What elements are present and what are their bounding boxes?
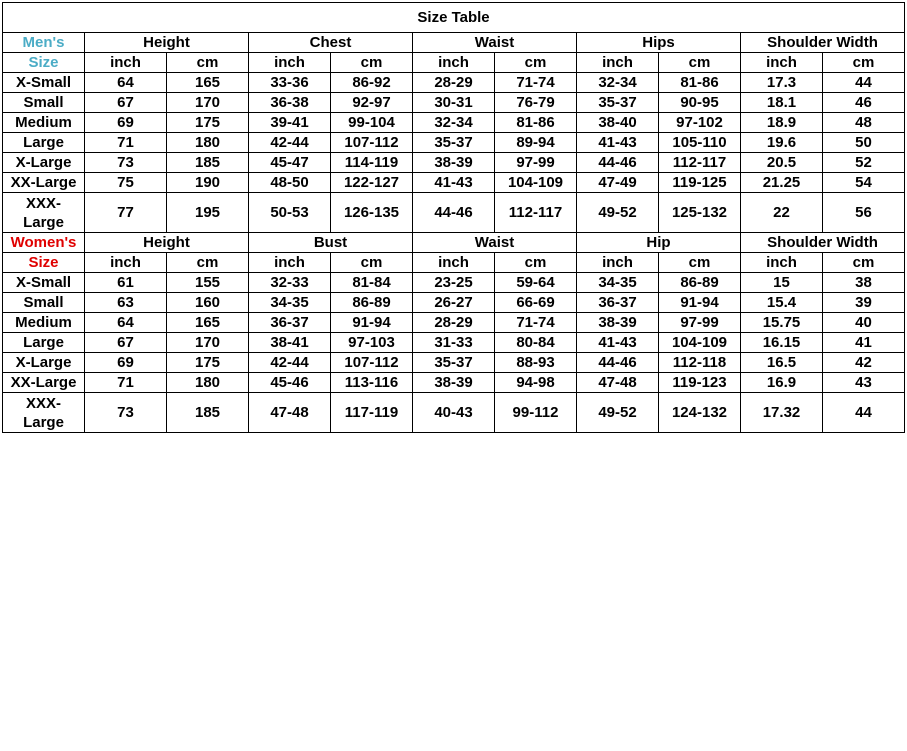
women-group-header: Shoulder Width [741, 233, 905, 253]
women-value-cell: 180 [167, 373, 249, 393]
men-value-cell: 89-94 [495, 133, 577, 153]
men-value-cell: 35-37 [577, 93, 659, 113]
women-value-cell: 86-89 [659, 273, 741, 293]
men-value-cell: 90-95 [659, 93, 741, 113]
men-value-cell: 81-86 [659, 73, 741, 93]
women-value-cell: 170 [167, 333, 249, 353]
women-size-label-bottom: Size [3, 253, 85, 273]
men-unit-header: cm [331, 53, 413, 73]
women-value-cell: 40-43 [413, 393, 495, 433]
women-unit-header: cm [167, 253, 249, 273]
women-value-cell: 155 [167, 273, 249, 293]
men-unit-header: inch [249, 53, 331, 73]
men-value-cell: 77 [85, 193, 167, 233]
women-value-cell: 15.75 [741, 313, 823, 333]
women-value-cell: 15 [741, 273, 823, 293]
men-value-cell: 180 [167, 133, 249, 153]
men-value-cell: 81-86 [495, 113, 577, 133]
men-value-cell: 69 [85, 113, 167, 133]
women-value-cell: 97-99 [659, 313, 741, 333]
men-value-cell: 73 [85, 153, 167, 173]
men-group-header: Hips [577, 33, 741, 53]
women-table-row [3, 273, 905, 293]
women-value-cell: 69 [85, 353, 167, 373]
women-value-cell: 104-109 [659, 333, 741, 353]
women-size-cell: Small [3, 293, 85, 313]
men-value-cell: 112-117 [659, 153, 741, 173]
men-value-cell: 92-97 [331, 93, 413, 113]
women-table-row [3, 313, 905, 333]
size-label-line: Large [23, 413, 64, 431]
men-value-cell: 21.25 [741, 173, 823, 193]
women-value-cell: 86-89 [331, 293, 413, 313]
men-value-cell: 41-43 [577, 133, 659, 153]
women-value-cell: 61 [85, 273, 167, 293]
men-value-cell: 64 [85, 73, 167, 93]
women-value-cell: 16.9 [741, 373, 823, 393]
men-table-row [3, 193, 905, 233]
men-value-cell: 185 [167, 153, 249, 173]
women-value-cell: 160 [167, 293, 249, 313]
women-value-cell: 43 [823, 373, 905, 393]
men-value-cell: 35-37 [413, 133, 495, 153]
men-value-cell: 33-36 [249, 73, 331, 93]
women-group-header: Bust [249, 233, 413, 253]
men-size-cell: Medium [3, 113, 85, 133]
women-table-row [3, 373, 905, 393]
women-value-cell: 17.32 [741, 393, 823, 433]
men-size-label-bottom: Size [3, 53, 85, 73]
men-value-cell: 44 [823, 73, 905, 93]
women-value-cell: 31-33 [413, 333, 495, 353]
men-value-cell: 38-39 [413, 153, 495, 173]
women-value-cell: 26-27 [413, 293, 495, 313]
men-value-cell: 44-46 [413, 193, 495, 233]
men-value-cell: 165 [167, 73, 249, 93]
women-value-cell: 16.15 [741, 333, 823, 353]
men-value-cell: 45-47 [249, 153, 331, 173]
men-unit-header-row [3, 53, 905, 73]
women-value-cell: 36-37 [249, 313, 331, 333]
men-value-cell: 125-132 [659, 193, 741, 233]
men-value-cell: 32-34 [413, 113, 495, 133]
women-value-cell: 97-103 [331, 333, 413, 353]
men-value-cell: 122-127 [331, 173, 413, 193]
women-unit-header: inch [413, 253, 495, 273]
women-value-cell: 36-37 [577, 293, 659, 313]
men-value-cell: 20.5 [741, 153, 823, 173]
men-group-header-row [3, 33, 905, 53]
women-value-cell: 38-41 [249, 333, 331, 353]
women-value-cell: 64 [85, 313, 167, 333]
women-value-cell: 119-123 [659, 373, 741, 393]
women-table-row [3, 293, 905, 313]
women-value-cell: 47-48 [249, 393, 331, 433]
women-group-header: Waist [413, 233, 577, 253]
women-value-cell: 42-44 [249, 353, 331, 373]
women-value-cell: 185 [167, 393, 249, 433]
women-unit-header: cm [823, 253, 905, 273]
women-value-cell: 124-132 [659, 393, 741, 433]
men-value-cell: 32-34 [577, 73, 659, 93]
men-value-cell: 67 [85, 93, 167, 113]
women-value-cell: 34-35 [249, 293, 331, 313]
men-value-cell: 19.6 [741, 133, 823, 153]
men-value-cell: 105-110 [659, 133, 741, 153]
men-value-cell: 126-135 [331, 193, 413, 233]
men-value-cell: 71-74 [495, 73, 577, 93]
women-size-cell [3, 393, 85, 433]
men-value-cell: 86-92 [331, 73, 413, 93]
women-size-cell: X-Large [3, 353, 85, 373]
women-value-cell: 16.5 [741, 353, 823, 373]
size-label-line: Large [23, 213, 64, 231]
size-label-line: XXX- [25, 194, 61, 212]
men-size-cell: X-Large [3, 153, 85, 173]
men-size-cell: X-Small [3, 73, 85, 93]
men-table-row [3, 133, 905, 153]
women-value-cell: 71 [85, 373, 167, 393]
women-table-row [3, 353, 905, 373]
men-unit-header: cm [495, 53, 577, 73]
men-value-cell: 99-104 [331, 113, 413, 133]
women-size-cell: XX-Large [3, 373, 85, 393]
men-value-cell: 22 [741, 193, 823, 233]
women-value-cell: 44 [823, 393, 905, 433]
women-value-cell: 117-119 [331, 393, 413, 433]
men-unit-header: inch [577, 53, 659, 73]
women-unit-header: cm [495, 253, 577, 273]
men-size-cell: Large [3, 133, 85, 153]
women-unit-header: inch [85, 253, 167, 273]
men-value-cell: 104-109 [495, 173, 577, 193]
men-value-cell: 18.9 [741, 113, 823, 133]
men-unit-header: inch [741, 53, 823, 73]
men-value-cell: 50-53 [249, 193, 331, 233]
women-unit-header: inch [577, 253, 659, 273]
women-group-header: Height [85, 233, 249, 253]
men-unit-header: cm [659, 53, 741, 73]
men-value-cell: 56 [823, 193, 905, 233]
women-value-cell: 41 [823, 333, 905, 353]
women-unit-header: inch [741, 253, 823, 273]
women-value-cell: 80-84 [495, 333, 577, 353]
men-value-cell: 195 [167, 193, 249, 233]
women-value-cell: 35-37 [413, 353, 495, 373]
men-value-cell: 36-38 [249, 93, 331, 113]
men-value-cell: 107-112 [331, 133, 413, 153]
women-value-cell: 91-94 [331, 313, 413, 333]
men-unit-header: cm [167, 53, 249, 73]
women-table-row [3, 393, 905, 433]
women-value-cell: 73 [85, 393, 167, 433]
men-size-cell: XX-Large [3, 173, 85, 193]
men-value-cell: 47-49 [577, 173, 659, 193]
men-size-cell [3, 193, 85, 233]
men-value-cell: 119-125 [659, 173, 741, 193]
women-value-cell: 175 [167, 353, 249, 373]
men-value-cell: 71 [85, 133, 167, 153]
table-title: Size Table [3, 3, 905, 33]
men-value-cell: 42-44 [249, 133, 331, 153]
men-value-cell: 48-50 [249, 173, 331, 193]
men-value-cell: 28-29 [413, 73, 495, 93]
women-value-cell: 39 [823, 293, 905, 313]
size-table [2, 2, 905, 433]
women-value-cell: 112-118 [659, 353, 741, 373]
men-value-cell: 44-46 [577, 153, 659, 173]
women-value-cell: 91-94 [659, 293, 741, 313]
men-value-cell: 41-43 [413, 173, 495, 193]
women-value-cell: 23-25 [413, 273, 495, 293]
men-size-label-top: Men's [3, 33, 85, 53]
women-value-cell: 28-29 [413, 313, 495, 333]
women-unit-header: cm [331, 253, 413, 273]
men-value-cell: 54 [823, 173, 905, 193]
women-value-cell: 49-52 [577, 393, 659, 433]
women-value-cell: 38 [823, 273, 905, 293]
women-value-cell: 41-43 [577, 333, 659, 353]
men-value-cell: 97-99 [495, 153, 577, 173]
women-group-header: Hip [577, 233, 741, 253]
men-unit-header: inch [85, 53, 167, 73]
women-value-cell: 42 [823, 353, 905, 373]
women-value-cell: 107-112 [331, 353, 413, 373]
women-value-cell: 63 [85, 293, 167, 313]
men-value-cell: 18.1 [741, 93, 823, 113]
women-value-cell: 40 [823, 313, 905, 333]
men-value-cell: 52 [823, 153, 905, 173]
men-value-cell: 49-52 [577, 193, 659, 233]
men-size-cell: Small [3, 93, 85, 113]
men-value-cell: 114-119 [331, 153, 413, 173]
women-value-cell: 34-35 [577, 273, 659, 293]
men-value-cell: 17.3 [741, 73, 823, 93]
women-unit-header: inch [249, 253, 331, 273]
men-value-cell: 112-117 [495, 193, 577, 233]
women-value-cell: 15.4 [741, 293, 823, 313]
women-table-row [3, 333, 905, 353]
men-table-row [3, 93, 905, 113]
women-value-cell: 81-84 [331, 273, 413, 293]
men-table-row [3, 173, 905, 193]
women-value-cell: 45-46 [249, 373, 331, 393]
men-group-header: Waist [413, 33, 577, 53]
women-value-cell: 67 [85, 333, 167, 353]
women-unit-header-row [3, 253, 905, 273]
women-value-cell: 99-112 [495, 393, 577, 433]
women-value-cell: 38-39 [577, 313, 659, 333]
men-value-cell: 39-41 [249, 113, 331, 133]
women-value-cell: 66-69 [495, 293, 577, 313]
men-value-cell: 75 [85, 173, 167, 193]
women-value-cell: 165 [167, 313, 249, 333]
men-value-cell: 50 [823, 133, 905, 153]
women-value-cell: 38-39 [413, 373, 495, 393]
women-size-cell: Large [3, 333, 85, 353]
women-size-label-top: Women's [3, 233, 85, 253]
men-group-header: Height [85, 33, 249, 53]
size-label-line: XXX- [25, 394, 61, 412]
men-unit-header: inch [413, 53, 495, 73]
men-value-cell: 76-79 [495, 93, 577, 113]
women-value-cell: 59-64 [495, 273, 577, 293]
women-value-cell: 44-46 [577, 353, 659, 373]
men-table-row [3, 113, 905, 133]
men-value-cell: 48 [823, 113, 905, 133]
men-table-row [3, 73, 905, 93]
men-value-cell: 170 [167, 93, 249, 113]
men-unit-header: cm [823, 53, 905, 73]
men-value-cell: 97-102 [659, 113, 741, 133]
women-value-cell: 47-48 [577, 373, 659, 393]
men-value-cell: 38-40 [577, 113, 659, 133]
women-value-cell: 113-116 [331, 373, 413, 393]
women-unit-header: cm [659, 253, 741, 273]
men-value-cell: 190 [167, 173, 249, 193]
women-group-header-row [3, 233, 905, 253]
women-value-cell: 71-74 [495, 313, 577, 333]
women-value-cell: 88-93 [495, 353, 577, 373]
women-size-cell: Medium [3, 313, 85, 333]
men-group-header: Shoulder Width [741, 33, 905, 53]
men-group-header: Chest [249, 33, 413, 53]
men-value-cell: 46 [823, 93, 905, 113]
women-value-cell: 94-98 [495, 373, 577, 393]
women-size-cell: X-Small [3, 273, 85, 293]
men-value-cell: 30-31 [413, 93, 495, 113]
men-value-cell: 175 [167, 113, 249, 133]
men-table-row [3, 153, 905, 173]
women-value-cell: 32-33 [249, 273, 331, 293]
